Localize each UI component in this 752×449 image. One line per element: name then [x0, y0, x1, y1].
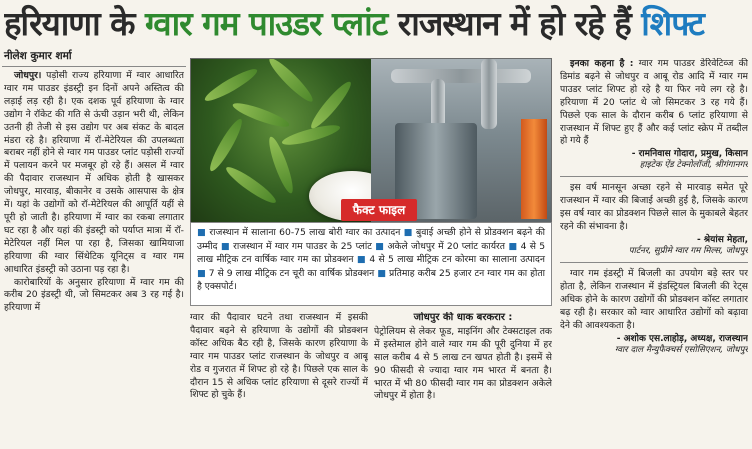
- bullet-icon: ■: [356, 254, 366, 266]
- article-photo: [190, 58, 552, 224]
- quotes-column: [560, 58, 748, 448]
- column-2-text: ग्वार की पैदावार घटने तथा राजस्थान में इसकी पैदावार बढ़ने से हरियाणा के उद्योगों की प्रोडक्शन कॉस्ट अधिक बैठ रही है, जिसके कारण हरियाणा के ग्वार गम पाउडर प्लांट राजस्थान के जोधपुर व आबू रोड व गुजरात में शिफ्ट हो रहे है। पिछले एक साल के दौरान 15 से अधिक प्लांट हरियाणा से दूसरे राज्यों में शिफ्ट हो चुके हैं।: [190, 312, 368, 401]
- bullet-icon: ■: [377, 267, 387, 279]
- quote-2-organisation: पार्टनर, सुप्रीमे ग्वार गम मिल्स, जोधपुर: [628, 245, 748, 256]
- byline: नीलेश कुमार शर्मा: [4, 50, 72, 62]
- fact-item: बुवाई अच्छी होने से प्रोडक्शन बढ़ने की उम्मीद: [197, 227, 546, 252]
- byline-divider: [2, 66, 186, 67]
- bullet-icon: ■: [197, 227, 207, 238]
- quote-divider: [560, 262, 748, 263]
- dateline: जोधपुर।: [14, 70, 42, 81]
- headline-part-1: हरियाणा के: [4, 4, 145, 43]
- quote-1-text: ग्वार गम पाउडर डेरिवेटिव्ज की डिमांड बढ़ने से जोधपुर व आबू रोड आदि में ग्वार गम पाउडर प्लांट शिफ्ट हो रहे है या फिर नये लग रहे है। हरियाणा में 20 प्लांट थे जो सिमटकर 3 रह गये हैं। पिछले एक साल के दौरान करीब 6 प्लांट हरियाणा से राजस्थान में शिफ्ट हुए हैं और कई प्लांट स्क्रेप में तब्दील हो गये हैं: [560, 58, 748, 147]
- column-3-subhead: जोधपुर की धाक बरकरार :: [413, 312, 513, 323]
- bullet-icon: ■: [375, 240, 385, 252]
- quote-2-text: इस वर्ष मानसून अच्छा रहने से मारवाड़ समेत पूरे राजस्थान में ग्वार की बिजाई अच्छी हुई है, जिसके कारण इस वर्ष ग्वार का प्रोडक्शन पिछले साल के मुकाबले बेहतर रहने की संभावना है।: [560, 182, 748, 233]
- fact-item: अकेले जोधपुर में 20 प्लांट कार्यरत: [387, 240, 506, 252]
- quote-divider: [560, 176, 748, 177]
- article-paragraph-2: कारोबारियों के अनुसार हरियाणा में ग्वार गम की करीब 20 इंडस्ट्री थी, जो सिमटकर अब 3 रह गई है। हरियाणा में: [4, 276, 184, 314]
- bullet-icon: ■: [403, 227, 413, 238]
- fact-item: 4 से 5 लाख मीट्रिक टन वार्षिक ग्वार गम का प्रोडक्शन: [197, 240, 546, 266]
- headline: [4, 2, 752, 46]
- quote-3-organisation: ग्वार दाल मैन्युफैक्चर्स एसोसिएशन, जोधपुर: [614, 344, 748, 355]
- bullet-icon: ■: [197, 267, 206, 279]
- article-column-2: [190, 312, 368, 448]
- headline-part-3: राजस्थान में हो रहे हैं: [387, 4, 642, 43]
- paragraph-1-text: पड़ोसी राज्य हरियाणा में ग्वार आधारित ग्वार गम पाउडर इंडस्ट्री इन दिनों अपने अस्तित्व की लड़ाई लड़ रही है। एक दशक पूर्व हरियाणा के ग्वार उद्योग ने रॉकेट की गति से ऊंची उड़ान भरी थी, लेकिन उतनी ही तेजी से इस उद्योग पर अब संकट के बादल मंडरा रहे है। हरियाणा में रॉ-मेटेरियल की उपलब्धता बराबर नहीं होने से ग्वार गम पाउडर प्लांट पड़ोसी राज्यों में पलायन करने पर मजबूर हो रहे हैं। असल में ग्वार की पैदावार राजस्थान में अधिक होती है खासकर जोधपुर, मारवाड़, बीकानेर व उसके आसपास के क्षेत्र में। यहां के उद्योगों को रॉ-मेटेरियल की आपूर्ति यहीं से पूरी हो जाती है। हरियाणा में ग्वार का रकबा लगातार घट रहा है और यहां की इंडस्ट्री को पर्याप्त मात्रा में रॉ-मेटेरियल नहीं मिल पा रहा है, जिसका खामियाजा हरियाणा की ग्वार सिंथेटिक यूनिट्स व ग्वार गम आधारित इंडस्ट्री को उठाना पड़ रहा है।: [4, 70, 184, 275]
- bullet-icon: ■: [220, 240, 230, 252]
- quote-2-signature: - श्रेयांस मेहता,: [696, 234, 748, 245]
- quote-1-lead: इनका कहना है :: [570, 58, 634, 69]
- quote-1: [560, 58, 748, 148]
- headline-part-4: शिफ्ट: [641, 4, 704, 43]
- column-3-text: पेट्रोलियम से लेकर फूड, माइनिंग और टेक्सटाइल तक में इस्तेमाल होने वाले ग्वार गम की पूरी दुनिया में हर साल करीब 4 से 5 लाख टन खपत होती है। इसमें से 90 फीसदी से ज्यादा ग्वार गम भारत में बनता है। भारत में भी 80 फीसदी ग्वार गम का प्रोडक्शन अकेले जोधपुर में होता है।: [374, 325, 552, 402]
- fact-item: राजस्थान में ग्वार गम पाउडर के 25 प्लांट: [233, 240, 372, 252]
- article-column-3: [374, 312, 552, 448]
- fact-file-box: [190, 222, 552, 306]
- quote-3-signature: - अशोक एस.लाहोड़, अध्यक्ष, राजस्थान: [616, 333, 748, 344]
- quote-1-organisation: हाइटेक ऐंड टेक्नोलॉजी, श्रीगंगानगर: [639, 160, 748, 171]
- quote-1-signature: - रामनिवास गोदारा, प्रमुख, किसान: [631, 149, 748, 160]
- headline-part-2: ग्वार गम पाउडर प्लांट: [144, 4, 388, 43]
- fact-item: 4 से 5 लाख मीट्रिक टन कोरमा का सालाना उत्पादन: [369, 254, 546, 266]
- fact-item: 7 से 9 लाख मीट्रिक टन चूरी का वार्षिक प्रोडक्शन: [208, 267, 375, 279]
- fact-item: राजस्थान में सालाना 60-75 लाख बोरी ग्वार का उत्पादन: [209, 227, 401, 238]
- bullet-icon: ■: [508, 240, 518, 252]
- article-paragraph-1: [4, 70, 184, 277]
- fact-file-badge: फैक्ट फाइल: [341, 199, 417, 221]
- quote-3-text: ग्वार गम इंडस्ट्री में बिजली का उपयोग बड़े स्तर पर होता है, लेकिन राजस्थान में इंडस्ट्रियल बिजली की रेट्स अधिक होने के कारण उद्योगों की प्रोडक्शन कॉस्ट लगातार बढ़ रही है। सरकार को ग्वार आधारित उद्योगों को बढ़ावा देने की आवश्यकता है।: [560, 267, 748, 331]
- article-column-1: [4, 70, 184, 448]
- fact-item: प्रतिमाह करीब 25 हजार टन ग्वार गम का होता है एक्सपोर्ट।: [197, 267, 546, 293]
